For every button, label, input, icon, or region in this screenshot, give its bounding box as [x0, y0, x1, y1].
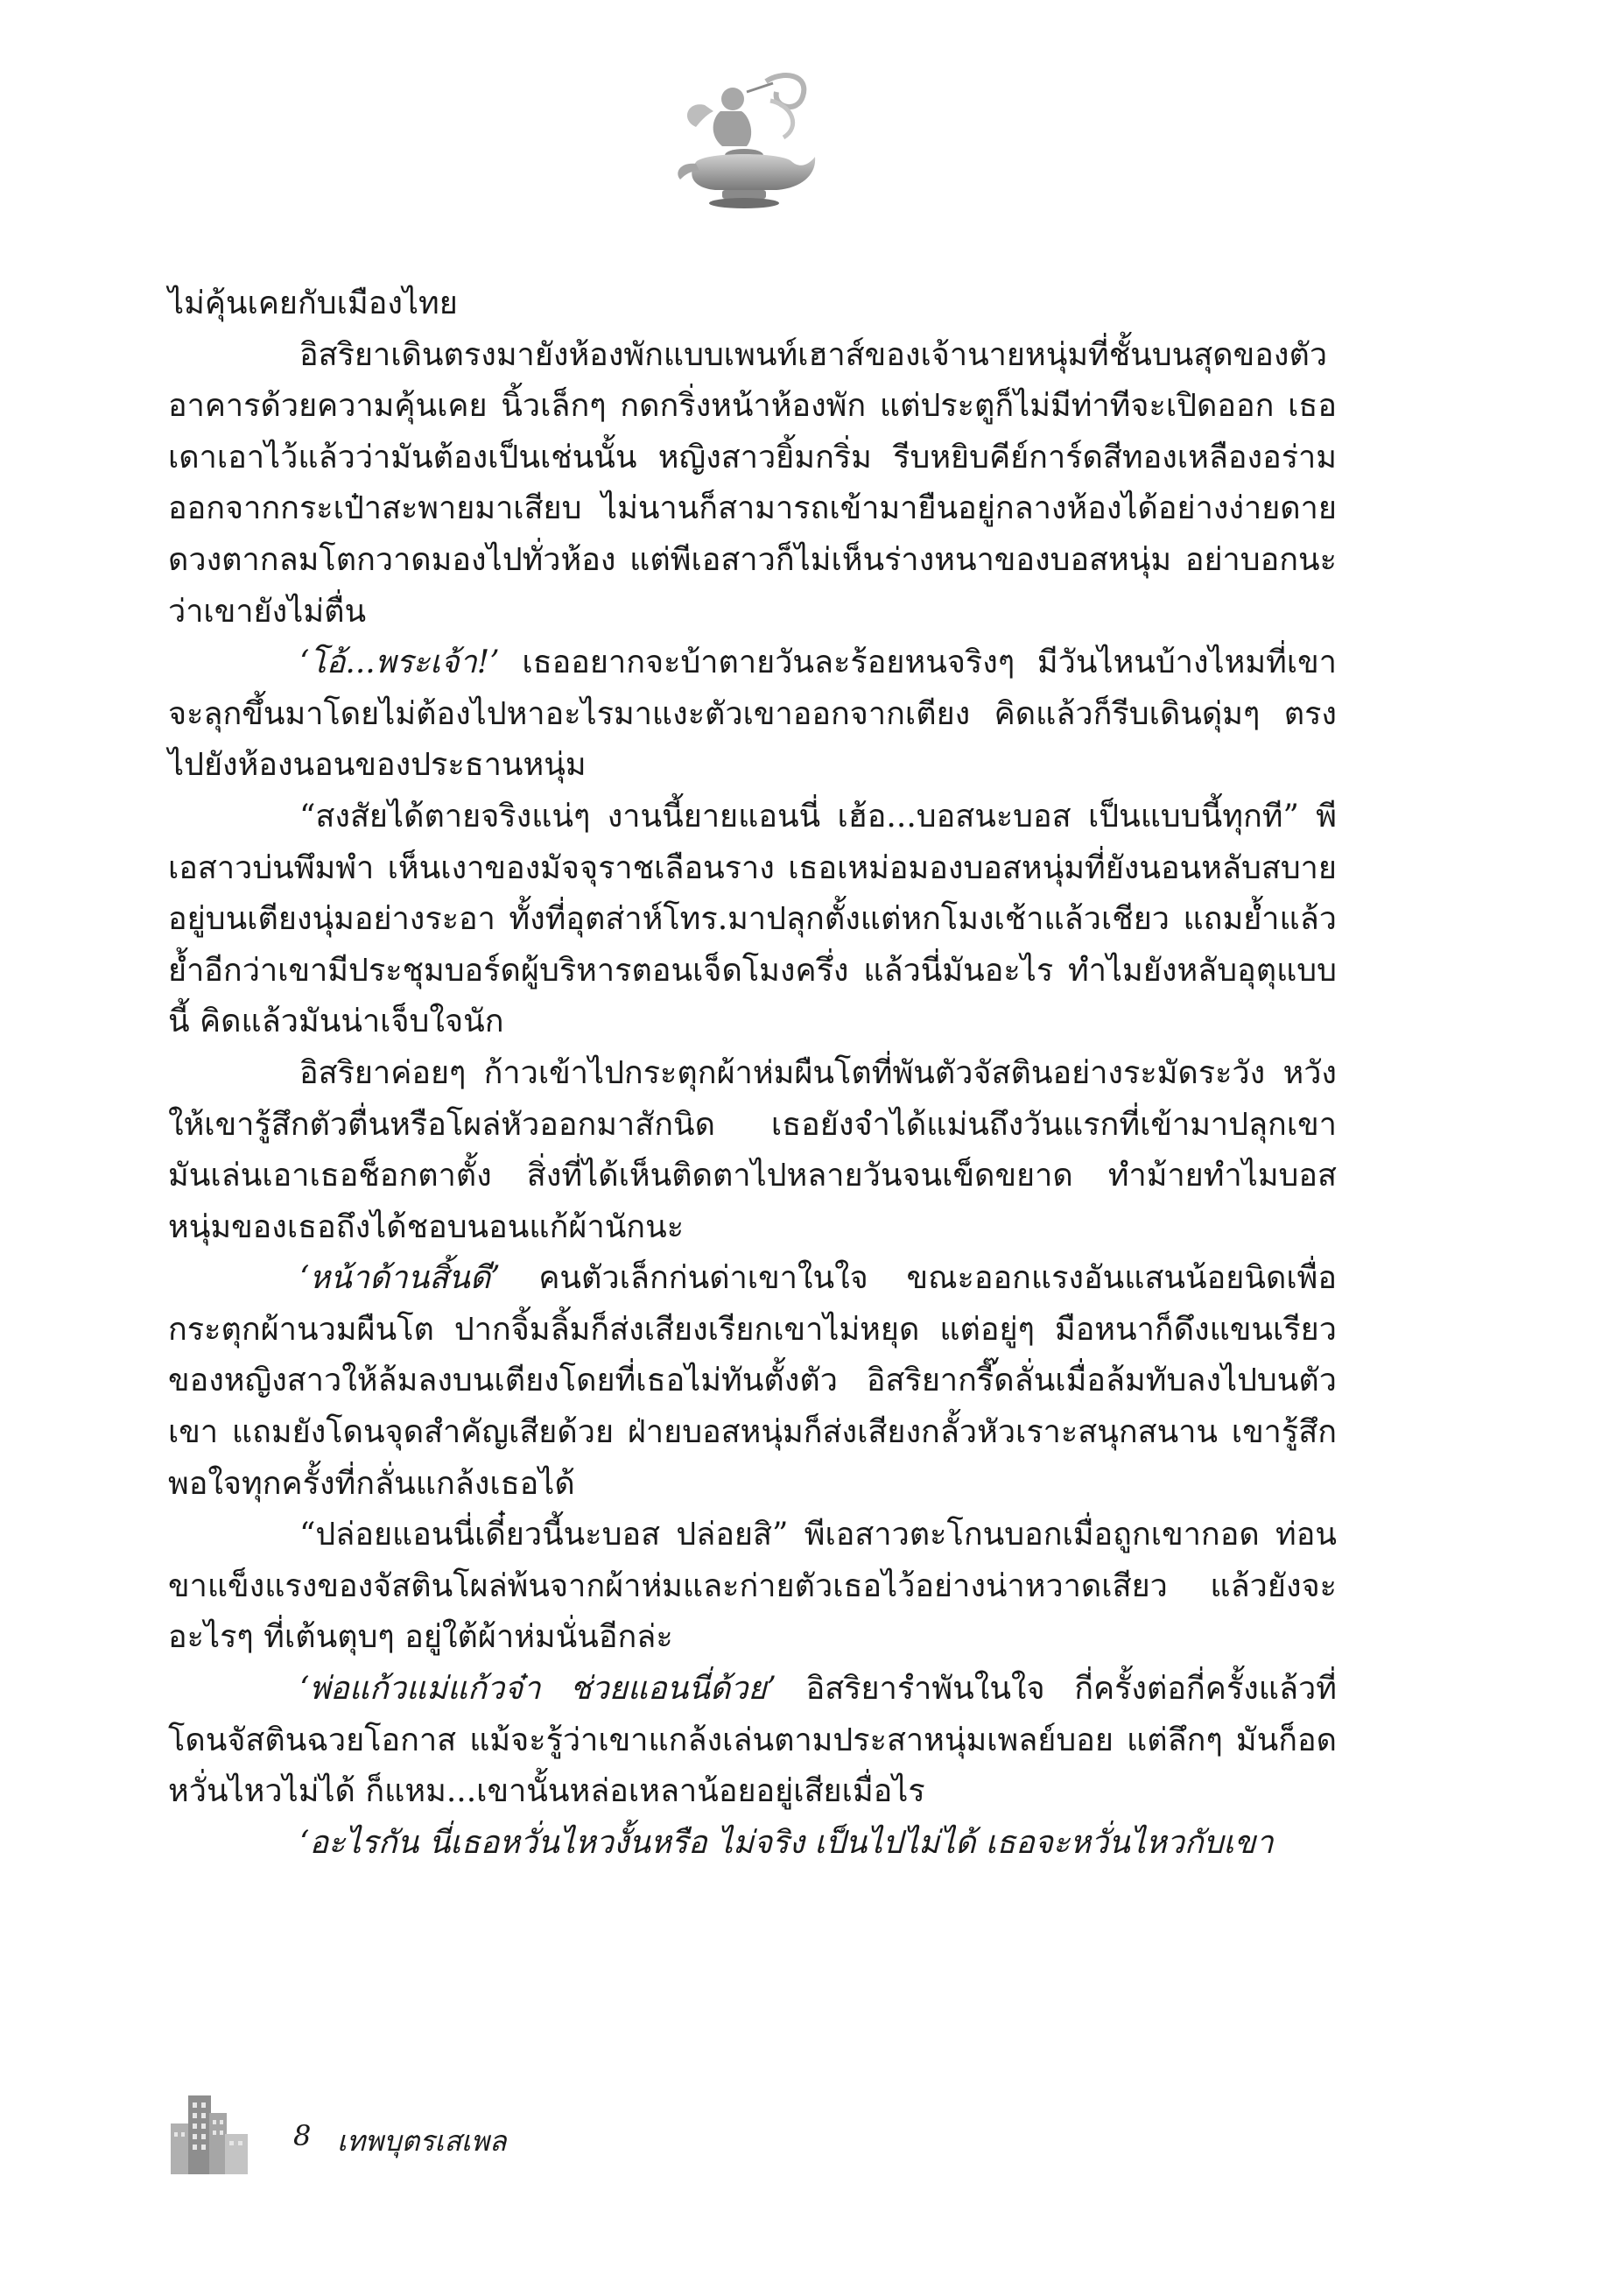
book-title: เทพบุตรเสเพล	[337, 2124, 507, 2158]
paragraph: อิสริยาเดินตรงมายังห้องพักแบบเพนท์เฮาส์ของเจ้านายหนุ่มที่ชั้นบนสุดของตัวอาคารด้วยความคุ้นเคย นิ้วเล็กๆ กดกริ่งหน้าห้องพัก แต่ประตูก็ไม่มีท่าทีจะเปิดออก เธอเดาเอาไว้แล้วว่ามันต้องเป็นเช่นนั้น หญิงสาวยิ้มกริ่ม รีบหยิบคีย์การ์ดสีทองเหลืองอร่ามออกจากกระเป๋าสะพายมาเสียบ ไม่นานก็สามารถเข้ามายืนอยู่กลางห้องได้อย่างง่ายดาย ดวงตากลมโตกวาดมองไปทั่วห้อง แต่พีเอสาวก็ไม่เห็นร่างหนาของบอสหนุ่ม อย่าบอกนะว่าเขายังไม่ตื่น	[168, 336, 1337, 630]
paragraph: “ปล่อยแอนนี่เดี๋ยวนี้นะบอส ปล่อยสิ” พีเอสาวตะโกนบอกเมื่อถูกเขากอด ท่อนขาแข็งแรงของจัสตินโผล่พ้นจากผ้าห่มและก่ายตัวเธอไว้อย่างน่าหวาดเสียว แล้วยังจะอะไรๆ ที่เต้นตุบๆ อยู่ใต้ผ้าห่มนั่นอีกล่ะ	[168, 1517, 1337, 1656]
paragraph: ‘หน้าด้านสิ้นดี’ คนตัวเล็กก่นด่าเขาในใจ ขณะออกแรงอันแสนน้อยนิดเพื่อกระตุกผ้านวมผืนโต ปากจิ้มลิ้มก็ส่งเสียงเรียกเขาไม่หยุด แต่อยู่ๆ มือหนาก็ดึงแขนเรียวของหญิงสาวให้ล้มลงบนเตียงโดยที่เธอไม่ทันตั้งตัว อิสริยากรี๊ดลั่นเมื่อล้มทับลงไปบนตัวเขา แถมยังโดนจุดสำคัญเสียด้วย ฝ่ายบอสหนุ่มก็ส่งเสียงกลั้วหัวเราะสนุกสนาน เขารู้สึกพอใจทุกครั้งที่กลั่นแกล้งเธอได้	[168, 1260, 1337, 1502]
city-buildings-icon	[166, 2088, 254, 2176]
paragraph: “สงสัยได้ตายจริงแน่ๆ งานนี้ยายแอนนี่ เฮ้อ...บอสนะบอส เป็นแบบนี้ทุกที” พีเอสาวบ่นพึมพำ เห็นเงาของมัจจุราชเลือนราง เธอเหม่อมองบอสหนุ่มที่ยังนอนหลับสบายอยู่บนเตียงนุ่มอย่างระอา ทั้งที่อุตส่าห์โทร.มาปลุกตั้งแต่หกโมงเช้าแล้วเชียว แถมย้ำแล้วย้ำอีกว่าเขามีประชุมบอร์ดผู้บริหารตอนเจ็ดโมงครึ่ง แล้วนี่มันอะไร ทำไมยังหลับอุตุแบบนี้ คิดแล้วมันน่าเจ็บใจนัก	[168, 798, 1337, 1040]
paragraph: ‘พ่อแก้วแม่แก้วจ๋า ช่วยแอนนี่ด้วย’ อิสริยารำพันในใจ กี่ครั้งต่อกี่ครั้งแล้วที่โดนจัสตินฉวยโอกาส แม้จะรู้ว่าเขาแกล้งเล่นตามประสาหนุ่มเพลย์บอย แต่ลึกๆ มันก็อดหวั่นไหวไม่ได้ ก็แหม...เขานั้นหล่อเหลาน้อยอยู่เสียเมื่อไร	[168, 1671, 1338, 1810]
paragraph: ‘อะไรกัน นี่เธอหวั่นไหวงั้นหรือ ไม่จริง เป็นไปไม่ได้ เธอจะหวั่นไหวกับเขา	[299, 1824, 1274, 1861]
page-number: 8	[293, 2119, 312, 2152]
body-text	[168, 278, 1337, 1869]
cupid-lamp-ornament-icon	[670, 66, 819, 210]
paragraph: ‘โอ้...พระเจ้า!’ เธออยากจะบ้าตายวันละร้อยหนจริงๆ มีวันไหนบ้างไหมที่เขาจะลุกขึ้นมาโดยไม่ต้องไปหาอะไรมาแงะตัวเขาออกจากเตียง คิดแล้วก็รีบเดินดุ่มๆ ตรงไปยังห้องนอนของประธานหนุ่ม	[168, 644, 1337, 784]
paragraph: ไม่คุ้นเคยกับเมืองไทย	[168, 285, 458, 321]
paragraph: อิสริยาค่อยๆ ก้าวเข้าไปกระตุกผ้าห่มผืนโตที่พันตัวจัสตินอย่างระมัดระวัง หวังให้เขารู้สึกตัวตื่นหรือโผล่หัวออกมาสักนิด เธอยังจำได้แม่นถึงวันแรกที่เข้ามาปลุกเขา มันเล่นเอาเธอช็อกตาตั้ง สิ่งที่ได้เห็นติดตาไปหลายวันจนเข็ดขยาด ทำม้ายทำไมบอสหนุ่มของเธอถึงได้ชอบนอนแก้ผ้านักนะ	[168, 1054, 1337, 1245]
